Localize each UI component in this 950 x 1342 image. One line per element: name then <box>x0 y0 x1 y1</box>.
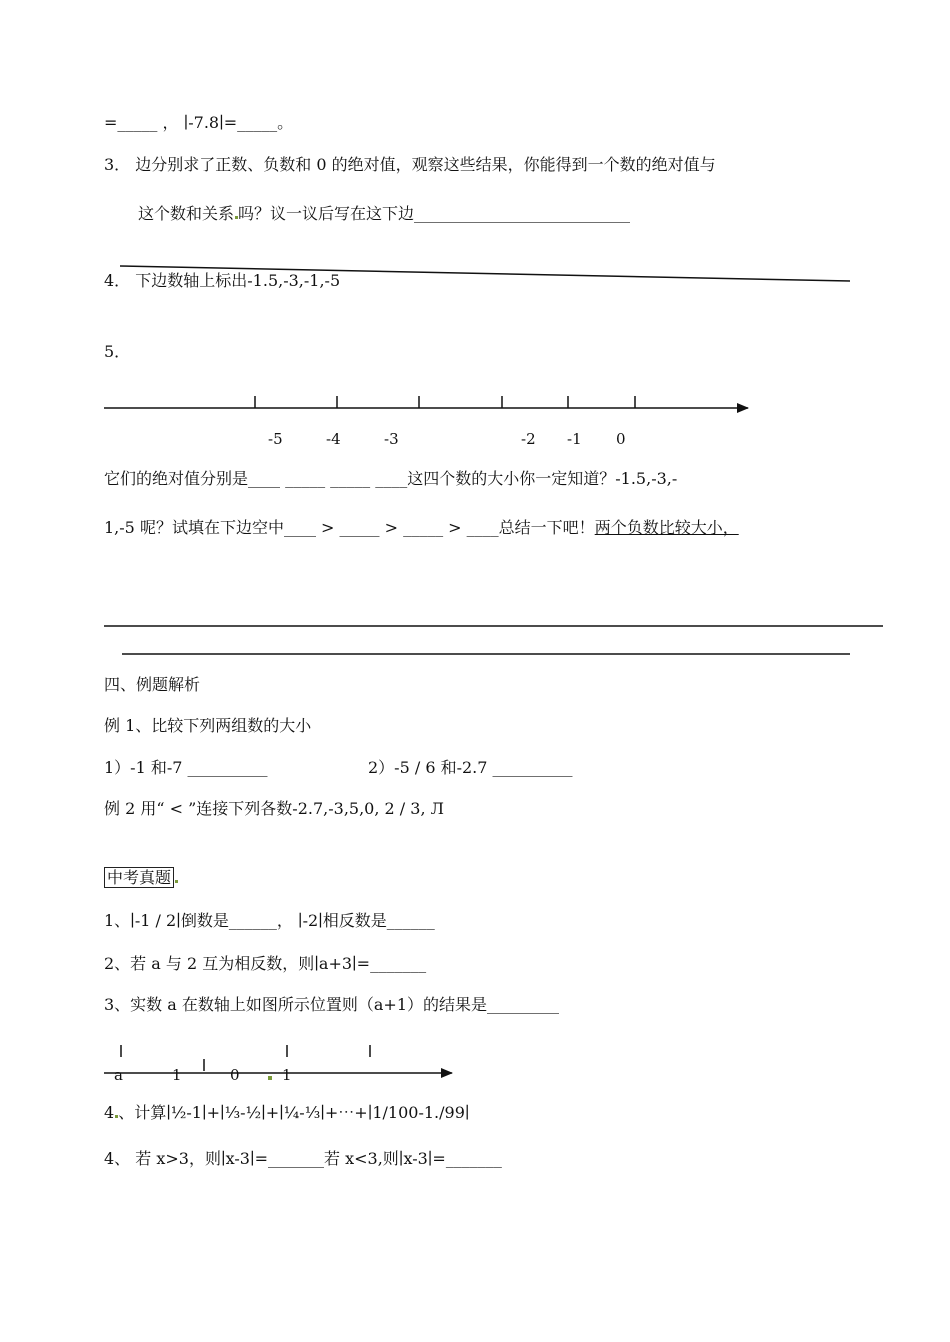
summary-underlined: 两个负数比较大小， <box>594 518 739 537</box>
example-1-part2: 2）-5 / 6 和-2.7 __________ <box>368 758 573 777</box>
abs-values-line2: 1,-5 呢？试填在下边空中____ > _____ > _____ > ____总结一下吧！两个负数比较大小， <box>104 518 739 537</box>
line-abs-78: =_____ ， ∣-7.8∣=_____。 <box>104 113 294 132</box>
axis-label: -3 <box>384 430 399 448</box>
question-4: 4． 下边数轴上标出-1.5,-3,-1,-5 <box>104 271 341 290</box>
slanted-answer-line <box>120 266 850 281</box>
exam-questions-title: 中考真题 <box>104 868 178 888</box>
problem-4a: 4 、计算∣½-1∣+∣⅓-½∣+∣¼-⅓∣+⋯+∣1/100-1./99∣ <box>104 1103 470 1122</box>
example-1-part1: 1）-1 和-7 __________ <box>104 758 268 777</box>
question-3-line2: 这个数和关系 吗？议一议后写在这下边___________________________ <box>138 204 631 223</box>
axis-label: -4 <box>326 430 341 448</box>
number-line-2 <box>104 1045 452 1084</box>
problem-1: 1、∣-1 / 2∣倒数是______， ∣-2∣相反数是______ <box>104 911 435 930</box>
axis-label: 1 <box>172 1066 182 1084</box>
problem-3: 3、实数 a 在数轴上如图所示位置则（a+1）的结果是_________ <box>104 995 560 1014</box>
axis-label: 0 <box>616 430 626 448</box>
section-4-title: 四、例题解析 <box>104 675 201 694</box>
axis-label: 1 <box>282 1066 292 1084</box>
problem-4b: 4、 若 x>3，则∣x-3∣=_______若 x<3,则∣x-3∣=_______ <box>104 1149 502 1168</box>
marker-dot <box>268 1076 272 1080</box>
question-5: 5． <box>104 342 131 361</box>
axis-label: -1 <box>567 430 582 448</box>
problem-2: 2、若 a 与 2 互为相反数，则∣a+3∣=_______ <box>104 954 427 973</box>
axis-label: 0 <box>230 1066 240 1084</box>
question-3-line1: 3． 边分别求了正数、负数和 0 的绝对值，观察这些结果，你能得到一个数的绝对值与 <box>104 155 716 174</box>
number-line-1 <box>104 396 748 448</box>
axis-label: -5 <box>268 430 283 448</box>
abs-values-line1: 它们的绝对值分别是____ _____ _____ ____这四个数的大小你一定知道？-1.5,-3,- <box>104 469 678 488</box>
axis-label: -2 <box>521 430 536 448</box>
example-1: 例 1、比较下列两组数的大小 <box>104 716 312 735</box>
example-2: 例 2 用“ < ”连接下列各数-2.7,-3,5,0, 2 / 3, Л <box>104 799 444 818</box>
axis-label: a <box>114 1066 123 1084</box>
